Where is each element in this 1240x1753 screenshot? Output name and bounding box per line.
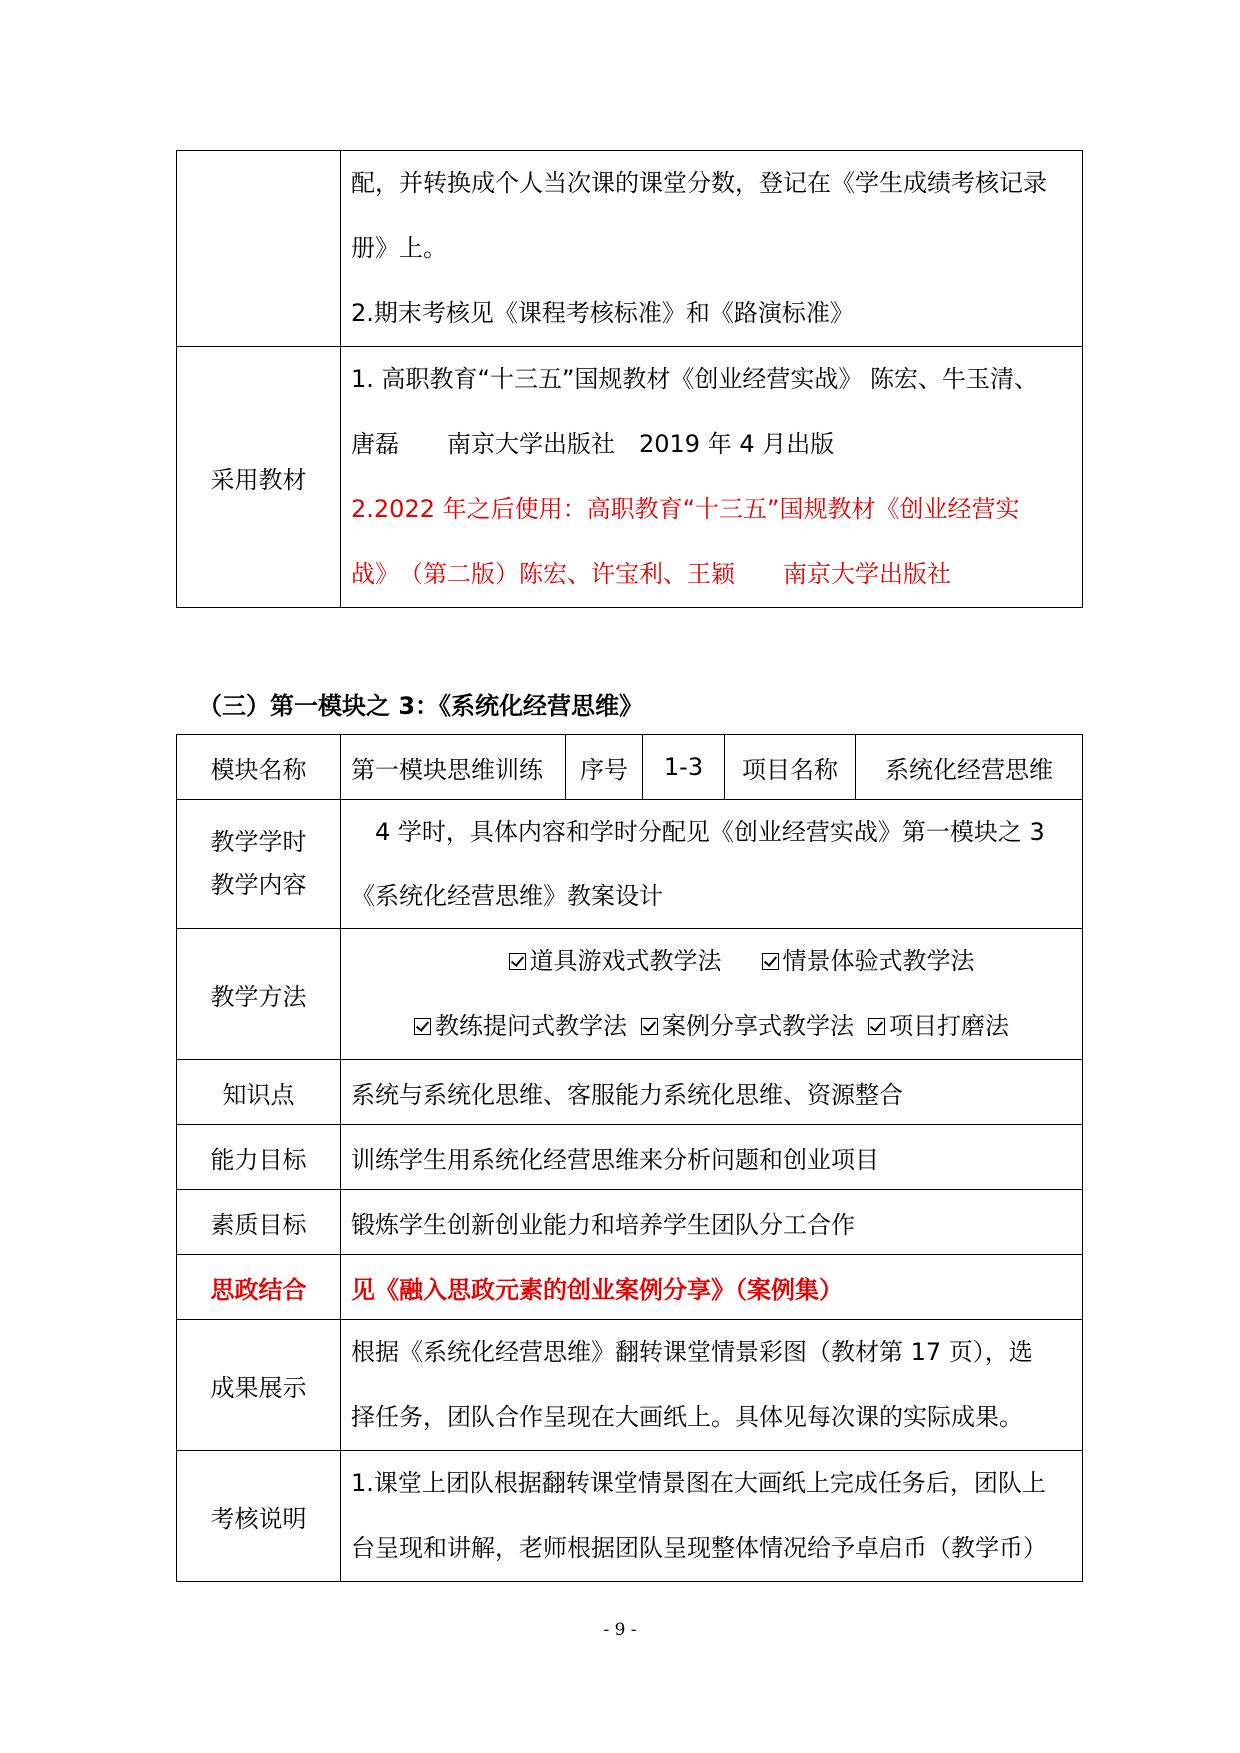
module-name-value: 第一模块思维训练 [341,735,566,800]
methods-label: 教学方法 [177,929,341,1060]
module-name-label: 模块名称 [177,735,341,800]
table-row [177,1190,1083,1255]
label-line: 教学内容 [210,871,307,899]
method-item: 项目打磨法 [889,1012,1009,1040]
table-row [177,1320,1083,1451]
text-line: 配，并转换成个人当次课的课堂分数，登记在《学生成绩考核记录 [351,169,1047,197]
text-line: 4 学时，具体内容和学时分配见《创业经营实战》第一模块之 3 [351,818,1045,846]
method-item: 案例分享式教学法 [662,1012,854,1040]
methods-row [351,994,1072,1059]
table-row [177,1255,1083,1320]
table-row [177,735,1083,800]
seq-value: 1-3 [643,735,725,800]
table-row [177,151,1083,347]
assessment-continued-cell [341,151,1083,347]
module-table [176,734,1083,1582]
table-row [177,347,1083,608]
text-line: 册》上。 [351,234,447,262]
text-line: 1.课堂上团队根据翻转课堂情景图在大画纸上完成任务后，团队上 [351,1469,1046,1497]
checkbox-checked-icon [414,1018,431,1035]
page-number: - 9 - [603,1620,637,1640]
text-line: 《系统化经营思维》教案设计 [351,882,663,910]
checkbox-checked-icon [641,1018,658,1035]
results-cell [341,1320,1083,1451]
knowledge-label: 知识点 [177,1060,341,1125]
results-label: 成果展示 [177,1320,341,1451]
table-cell-empty [177,151,341,347]
table-row [177,1451,1083,1582]
text-line-red: 战》 （第二版）陈宏、许宝利、王颖 南京大学出版社 [351,560,951,588]
project-value: 系统化经营思维 [856,735,1083,800]
method-item: 情景体验式教学法 [782,947,975,975]
continued-table [176,150,1083,608]
quality-label: 素质目标 [177,1190,341,1255]
text-line: 2.期末考核见《课程考核标准》和《路演标准》 [351,299,854,327]
methods-row [351,929,1072,994]
methods-cell [341,929,1083,1060]
hours-label [177,800,341,929]
project-label: 项目名称 [725,735,856,800]
text-line: 唐磊 南京大学出版社 2019 年 4 月出版 [351,430,835,458]
textbook-label: 采用教材 [177,347,341,608]
knowledge-value: 系统与系统化思维、客服能力系统化思维、资源整合 [341,1060,1083,1125]
text-line: 1. 高职教育“十三五”国规教材《创业经营实战》 陈宏、牛玉清、 [351,365,1039,393]
quality-value: 锻炼学生创新创业能力和培养学生团队分工合作 [341,1190,1083,1255]
assessment-cell [341,1451,1083,1582]
text-line: 择任务，团队合作呈现在大画纸上。具体见每次课的实际成果。 [351,1403,1023,1431]
text-line: 根据《系统化经营思维》翻转课堂情景彩图（教材第 17 页），选 [351,1338,1033,1366]
seq-label: 序号 [566,735,643,800]
ability-value: 训练学生用系统化经营思维来分析问题和创业项目 [341,1125,1083,1190]
table-row [177,1060,1083,1125]
label-line: 教学学时 [210,828,307,856]
checkbox-checked-icon [762,953,779,970]
method-item: 教练提问式教学法 [435,1012,627,1040]
text-line: 台呈现和讲解，老师根据团队呈现整体情况给予卓启币（教学币） [351,1534,1047,1562]
checkbox-checked-icon [868,1018,885,1035]
ideology-value: 见《融入思政元素的创业案例分享》（案例集） [341,1255,1083,1320]
table-row [177,929,1083,1060]
table-row [177,800,1083,929]
assessment-label: 考核说明 [177,1451,341,1582]
ideology-label: 思政结合 [177,1255,341,1320]
text-line-red: 2.2022 年之后使用：高职教育“十三五”国规教材《创业经营实 [351,495,1020,523]
hours-cell [341,800,1083,929]
section-heading: （三）第一模块之 3：《系统化经营思维》 [198,692,644,720]
table-row [177,1125,1083,1190]
ability-label: 能力目标 [177,1125,341,1190]
method-item: 道具游戏式教学法 [529,947,722,975]
textbook-cell [341,347,1083,608]
checkbox-checked-icon [509,953,526,970]
